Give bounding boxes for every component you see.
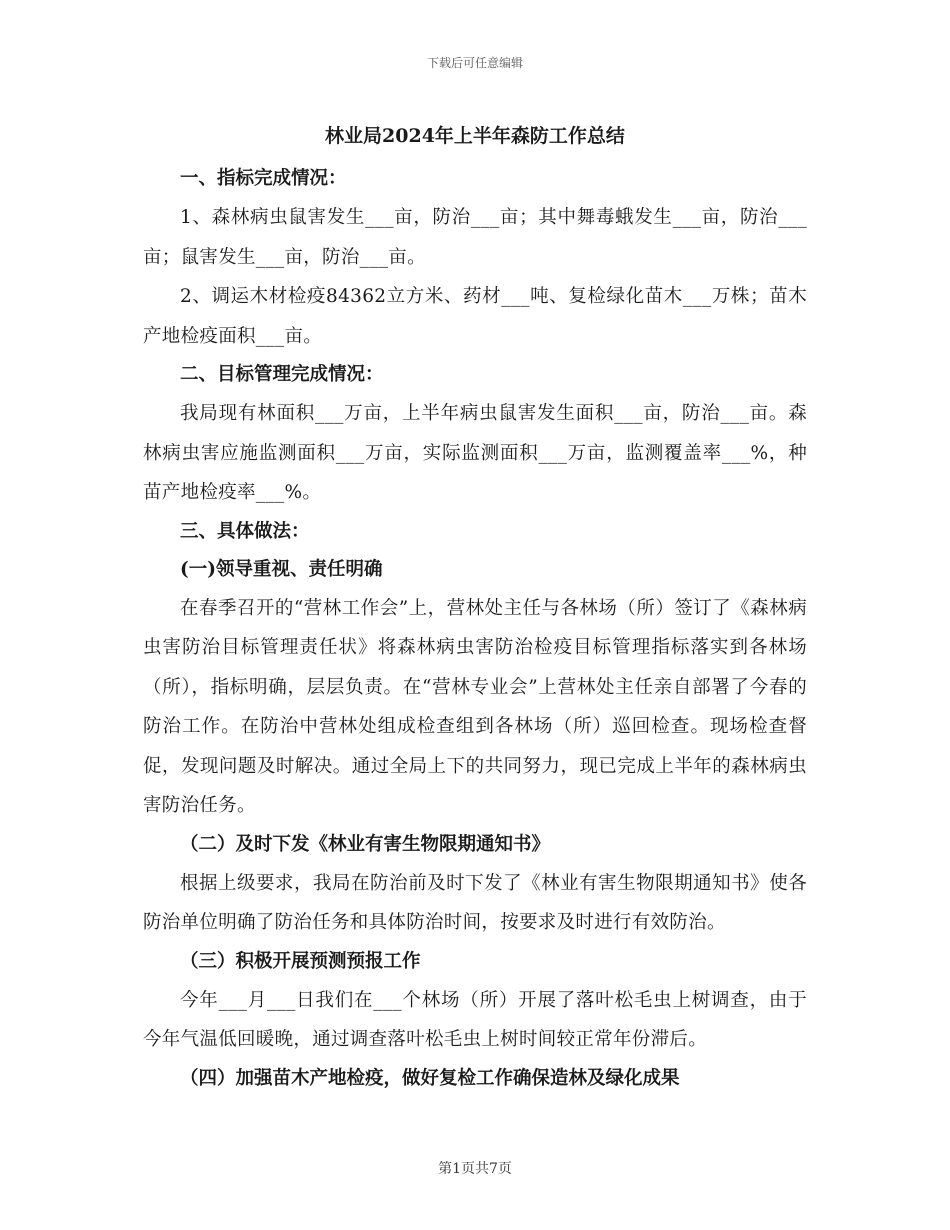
subsection-heading-2: （二）及时下发《林业有害生物限期通知书》 bbox=[180, 833, 551, 855]
paragraph: 2、调运木材检疫84362立方米、药材___吨、复检绿化苗木___万株；苗木产地检疫面积___亩。 bbox=[143, 286, 807, 347]
section-heading-1: 一、指标完成情况： bbox=[180, 168, 347, 189]
paragraph: 我局现有林面积___万亩，上半年病虫鼠害发生面积___亩，防治___亩。森林病虫害应施监测面积___万亩，实际监测面积___万亩，监测覆盖率___%，种苗产地检疫率___%。 bbox=[143, 403, 807, 503]
paragraph: 根据上级要求，我局在防治前及时下发了《林业有害生物限期通知书》使各防治单位明确了防治任务和具体防治时间，按要求及时进行有效防治。 bbox=[143, 872, 807, 933]
document-title: 林业局2024年上半年森防工作总结 bbox=[325, 125, 625, 147]
subsection-heading-4: （四）加强苗木产地检疫，做好复检工作确保造林及绿化成果 bbox=[180, 1067, 680, 1089]
section-heading-3: 三、具体做法： bbox=[180, 520, 310, 542]
paragraph: 在春季召开的“营林工作会”上，营林处主任与各林场（所）签订了《森林病虫害防治目标管理责任状》将森林病虫害防治检疫目标管理指标落实到各林场（所），指标明确，层层负责。在“营林专业会”上营林处主任亲自部署了今春的防治工作。在防治中营林处组成检查组到各林场（所）巡回检查。现场检查督促，发现问题及时解决。通过全局上下的共同努力，现已完成上半年的森林病虫害防治任务。 bbox=[143, 597, 807, 816]
subsection-heading-1: (一)领导重视、责任明确 bbox=[180, 558, 383, 580]
section-heading-2: 二、目标管理完成情况： bbox=[180, 364, 384, 385]
paragraph: 1、森林病虫鼠害发生___亩，防治___亩；其中舞毒蛾发生___亩，防治___亩；鼠害发生___亩，防治___亩。 bbox=[143, 207, 807, 268]
page-header-note: 下载后可任意编辑 bbox=[426, 56, 523, 70]
subsection-heading-3: （三）积极开展预测预报工作 bbox=[180, 950, 421, 972]
paragraph: 今年___月___日我们在___个林场（所）开展了落叶松毛虫上树调查，由于今年气温低回暖晚，通过调查落叶松毛虫上树时间较正常年份滞后。 bbox=[143, 989, 807, 1050]
page-number: 第1页共7页 bbox=[438, 1161, 512, 1177]
document-body bbox=[143, 108, 807, 1098]
